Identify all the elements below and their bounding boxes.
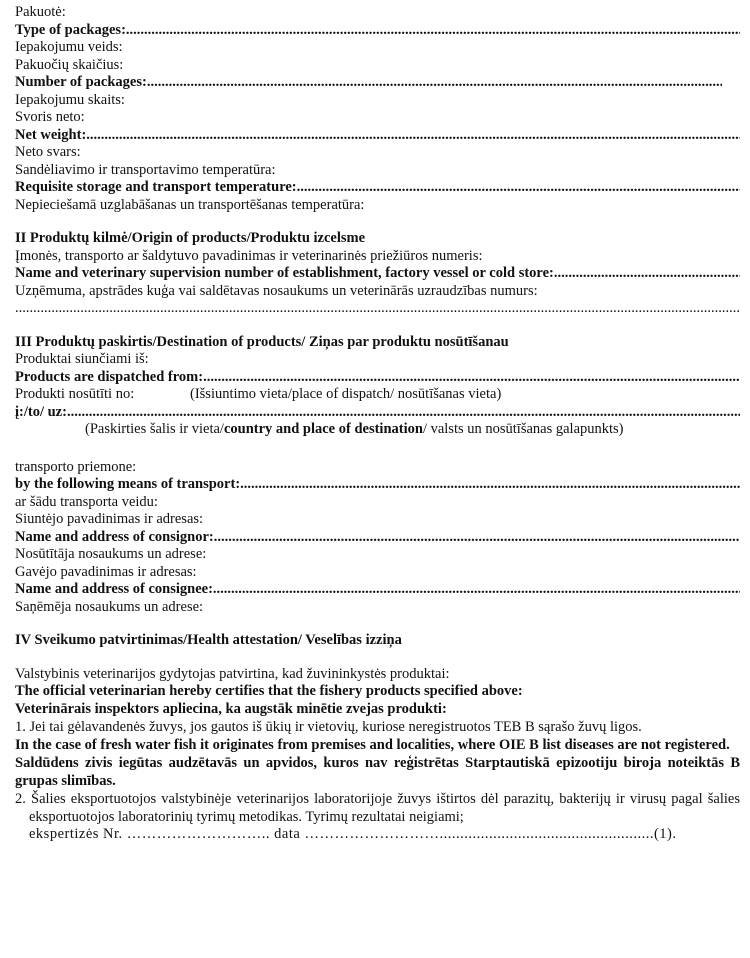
destination-heading: III Produktų paskirtis/Destination of products/ Ziņas par produktu nosūtīšanau bbox=[15, 333, 509, 350]
origin-lt: Įmonės, transporto ar šaldytuvo pavadinimas ir veterinarinės priežiūros numeris: bbox=[15, 247, 483, 264]
origin-heading: II Produktų kilmė/Origin of products/Produktu izcelsme bbox=[15, 230, 366, 246]
point1-en: In the case of fresh water fish it originates from premises and localities, where OIE B list diseases are not registered. bbox=[15, 737, 730, 753]
point1-lt: 1. Jei tai gėlavandenės žuvys, jos gautos iš ūkių ir vietovių, kuriose neregistruotos TEB B sąrašo žuvų ligos. bbox=[15, 719, 642, 735]
consignor-lv: Nosūtītāja nosaukums un adrese: bbox=[15, 546, 207, 562]
origin-lv: Uzņēmuma, apstrādes kuģa vai saldētavas nosaukums un veterinārās uzraudzības numurs: bbox=[15, 282, 538, 299]
consignor-lt: Siuntėjo pavadinimas ir adresas: bbox=[15, 511, 204, 527]
point1-lv: Saldūdens zivis iegūtas audzētavās un apvidos, kuros nav reģistrētas Starptautiskā epizootiju biroja noteiktās B grupas slimības. bbox=[15, 755, 740, 789]
weight-lv: Neto svars: bbox=[15, 144, 81, 160]
destination-note: (Paskirties šalis ir vieta/ country and place of destination / valsts un nosūtīšanas galapunkts) bbox=[85, 421, 624, 437]
health-en: The official veterinarian hereby certifies that the fishery products specified above: bbox=[15, 683, 523, 699]
to-field: į:/to/ uz: ..... bbox=[15, 404, 740, 422]
origin-en-field: Name and veterinary supervision number of establishment, factory vessel or cold store: ..... bbox=[15, 265, 740, 283]
consignee-lv: Saņēmēja nosaukums un adrese: bbox=[15, 598, 204, 615]
weight-lt: Svoris neto: bbox=[15, 109, 85, 125]
packaging-en-field: Type of packages: ..... bbox=[15, 22, 740, 40]
packaging-lv: Iepakojumu veids: bbox=[15, 39, 123, 55]
expertise-number-field: ekspertizės Nr. ……………………….. data ………………………....................................................(1). bbox=[29, 826, 677, 842]
transport-lt: transporto priemone: bbox=[15, 458, 137, 475]
temperature-lt: Sandėliavimo ir transportavimo temperatūra: bbox=[15, 161, 276, 178]
point2-lt: 2. Šalies eksportuotojos valstybinėje veterinarijos laboratorijoje žuvys ištirtos dėl parazitų, bakterijų ir virusų pagal šalies eksportuotojos laboratorinių tyrimų metodikas. Tyrimų rezultatai neigiami; bbox=[15, 791, 740, 825]
from-en-field: Products are dispatched from: ..... bbox=[15, 369, 740, 387]
health-heading: IV Sveikumo patvirtinimas/Health attestation/ Veselības izziņa bbox=[15, 632, 402, 648]
transport-lv: ar šādu transporta veidu: bbox=[15, 493, 158, 510]
consignee-en-field: Name and address of consignee: ..... bbox=[15, 581, 740, 599]
health-lv: Veterinārais inspektors apliecina, ka augstāk minētie zvejas produkti: bbox=[15, 700, 447, 717]
transport-en-field: by the following means of transport: ..... bbox=[15, 476, 740, 494]
origin-blank-line bbox=[15, 300, 740, 318]
count-lt: Pakuočių skaičius: bbox=[15, 56, 124, 73]
weight-en-field: Net weight: ..... bbox=[15, 127, 740, 145]
packaging-lt: Pakuotė: bbox=[15, 4, 66, 20]
from-lt: Produktai siunčiami iš: bbox=[15, 351, 149, 367]
count-en-field: Number of packages: ..... bbox=[15, 74, 740, 92]
consignee-lt: Gavėjo pavadinimas ir adresas: bbox=[15, 563, 197, 580]
temperature-en-field: Requisite storage and transport temperature: ..... bbox=[15, 179, 740, 197]
count-lv: Iepakojumu skaits: bbox=[15, 91, 125, 108]
temperature-lv: Nepieciešamā uzglabāšanas un transportēšanas temperatūra: bbox=[15, 196, 365, 213]
health-lt: Valstybinis veterinarijos gydytojas patvirtina, kad žuvininkystės produktai: bbox=[15, 665, 450, 682]
consignor-en-field: Name and address of consignor: ..... bbox=[15, 529, 740, 547]
dispatch-row: Produkti nosūtīti no: (Išsiuntimo vieta/place of dispatch/ nosūtīšanas vieta) bbox=[15, 386, 502, 402]
